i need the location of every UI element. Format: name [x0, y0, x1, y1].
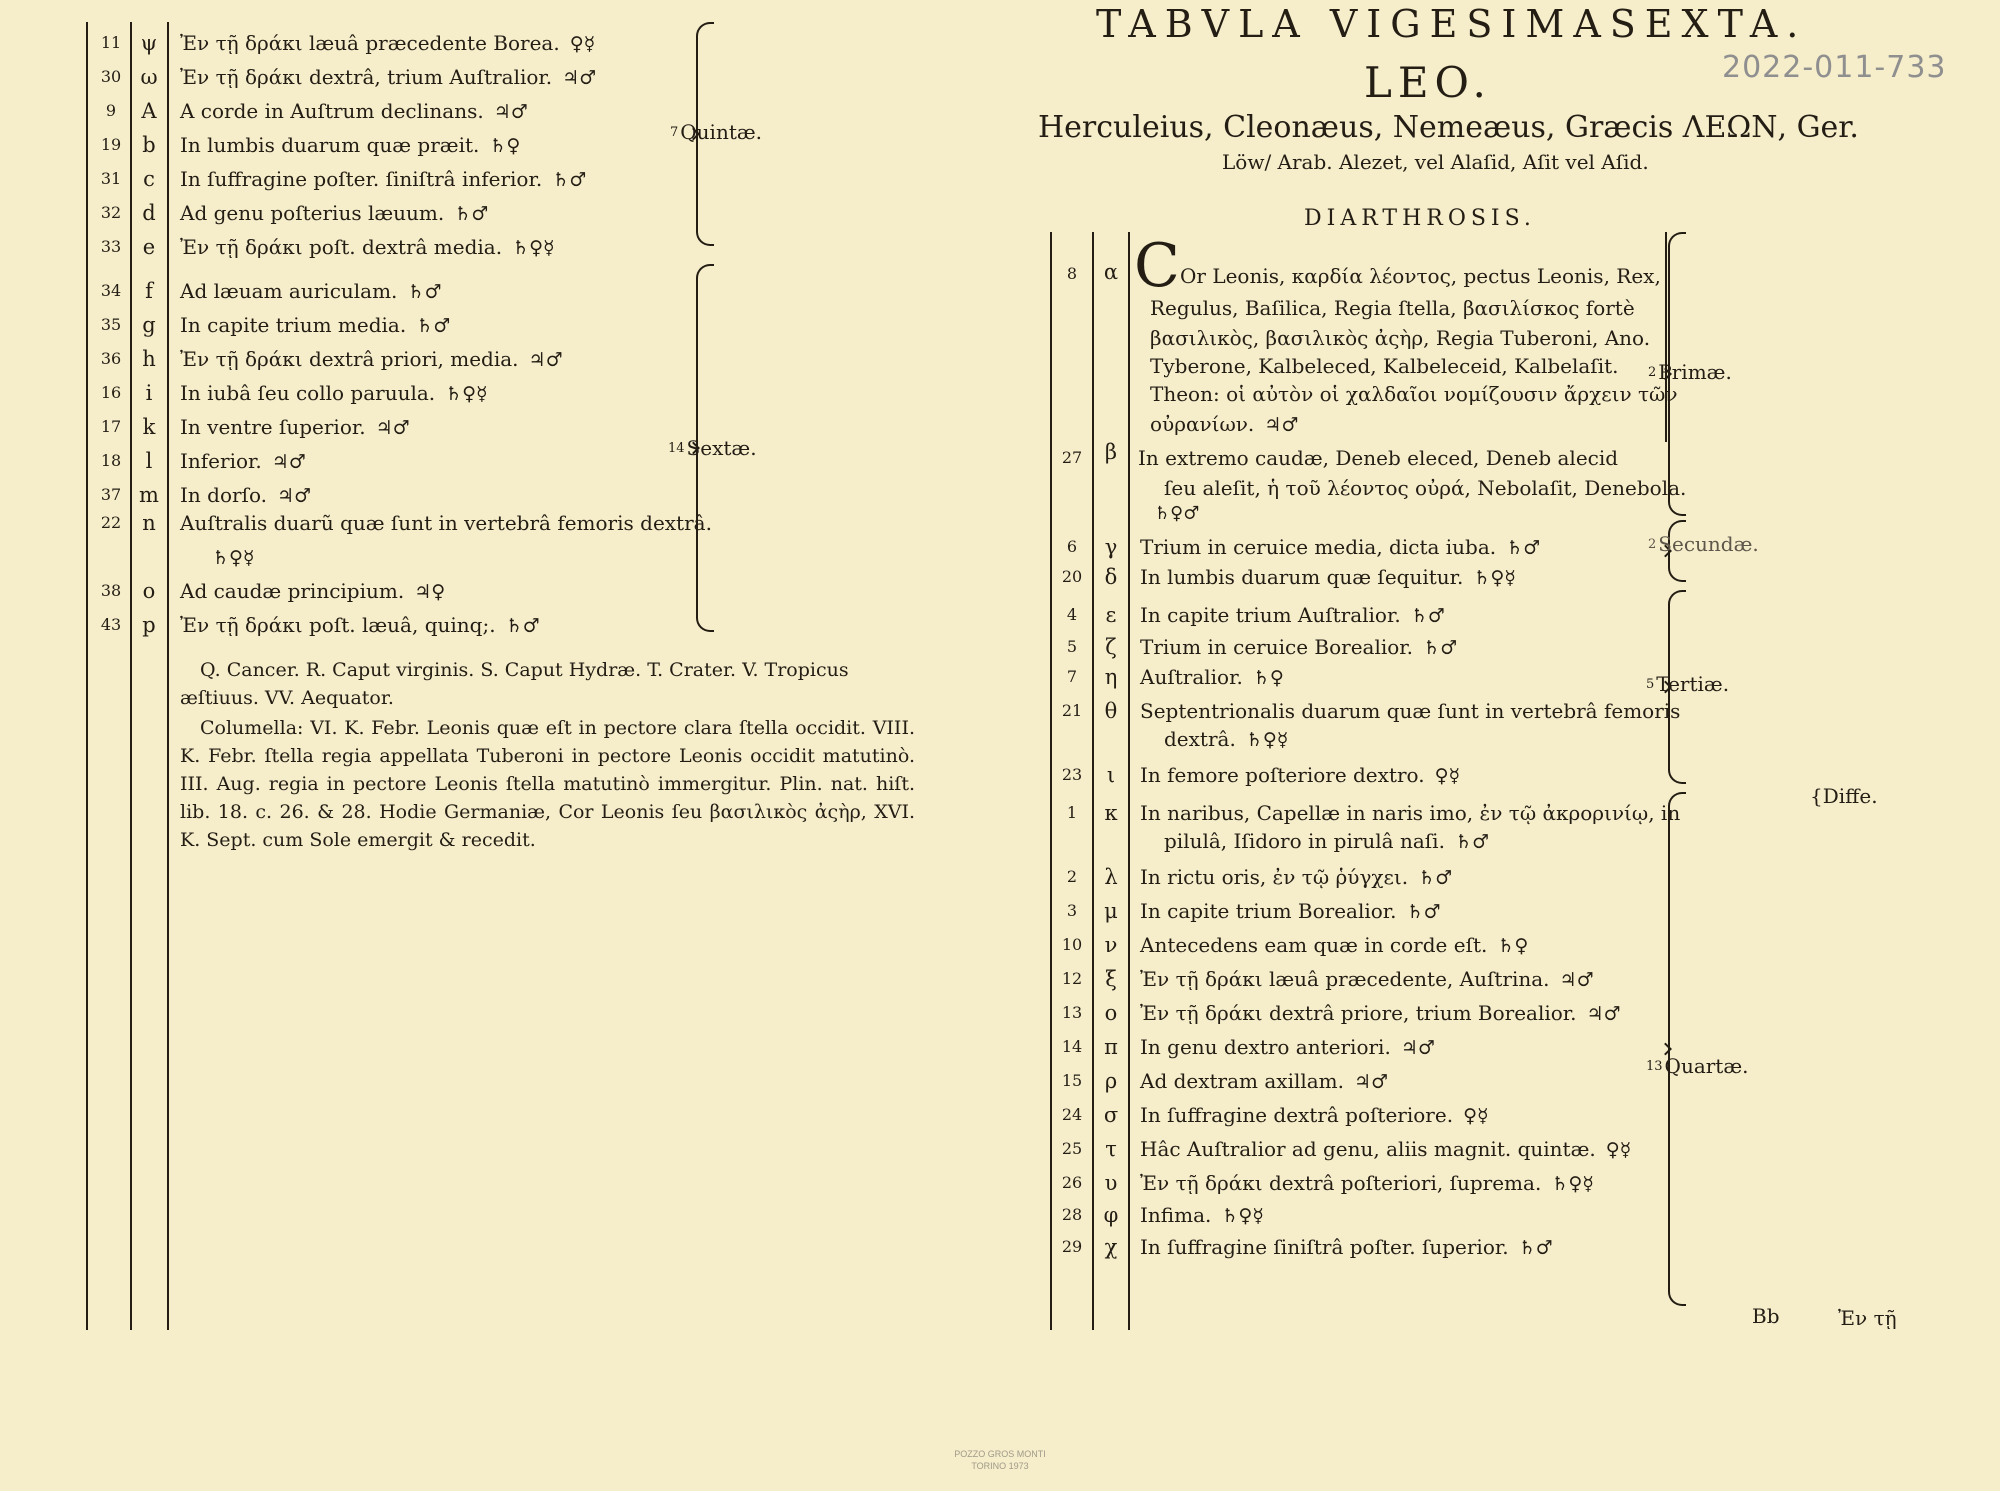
star-row — [1000, 1134, 2000, 1164]
planet-symbols: ♄♀ — [489, 135, 521, 157]
description-text: In capite trium media. — [180, 313, 407, 337]
description-text: Auſtralior. — [1140, 665, 1243, 689]
description-text: Hâc Auſtralior ad genu, aliis magnit. quintæ. — [1140, 1137, 1596, 1161]
star-description — [180, 164, 586, 195]
star-number: 9 — [105, 101, 117, 120]
bayer-letter: h — [142, 347, 156, 371]
planet-symbols: ♃♂ — [1354, 1071, 1389, 1093]
bayer-letter: δ — [1104, 565, 1118, 589]
star-description — [1140, 1232, 1553, 1263]
star-number: 13 — [1061, 1003, 1083, 1022]
star-description — [180, 276, 442, 307]
planet-symbols: ♄♂ — [552, 169, 587, 191]
star-number: 22 — [100, 513, 122, 532]
star-row — [0, 412, 1000, 442]
star-row — [0, 96, 1000, 126]
star-row — [0, 480, 1000, 510]
bayer-letter: p — [142, 613, 156, 637]
star-row — [1000, 862, 2000, 892]
star-number: 15 — [1061, 1071, 1083, 1090]
description-text: In dorſo. — [180, 483, 267, 507]
bayer-letter: π — [1104, 1035, 1118, 1059]
entry-beta-line-1: In extremo caudæ, Deneb eleced, Deneb alecid — [1138, 446, 1619, 470]
bayer-letter: τ — [1105, 1137, 1117, 1161]
star-row — [1000, 562, 2000, 592]
bayer-letter: ρ — [1104, 1069, 1118, 1093]
description-text: Ἐν τῇ δράκι dextrâ, trium Auſtralior. — [180, 65, 553, 89]
star-row — [0, 378, 1000, 408]
planet-symbols: ♄♂ — [407, 281, 442, 303]
star-description — [1140, 798, 1690, 829]
description-text: Trium in ceruice Borealior. — [1140, 635, 1414, 659]
description-text: In ſuffragine dextrâ poſteriore. — [1140, 1103, 1454, 1127]
star-row — [1000, 964, 2000, 994]
bayer-letter: γ — [1104, 535, 1118, 559]
star-number: 31 — [100, 169, 122, 188]
star-number: 23 — [1061, 765, 1083, 784]
bayer-letter: ω — [140, 65, 158, 89]
brace-label-differentes: {Diffe. — [1810, 784, 1878, 808]
constellation-names: Herculeius, Cleonæus, Nemeæus, Græcis ΛΕΩΝ, Ger. — [1038, 110, 1859, 145]
entry-alpha-line-1: Or Leonis, καρδία λέοντος, pectus Leonis, Rex, — [1180, 264, 1661, 288]
constellation-names-line2: Löw/ Arab. Alezet, vel Alaſid, Aſit vel Aſid. — [1222, 150, 1649, 174]
star-number: 32 — [100, 203, 122, 222]
star-number: 14 — [1061, 1037, 1083, 1056]
planet-symbols: ♃♀ — [414, 581, 446, 603]
star-row — [0, 310, 1000, 340]
brace-label-quintae: 7 Quintæ. — [670, 120, 763, 144]
description-text: dextrâ. — [1164, 727, 1236, 751]
bayer-letter: l — [145, 449, 153, 473]
bayer-letter: κ — [1104, 801, 1118, 825]
star-number: 30 — [100, 67, 122, 86]
star-description — [1140, 600, 1445, 631]
description-text: Ἐν τῇ δράκι poſt. læuâ, quinq;. — [180, 613, 496, 637]
planet-symbols: ♄♀☿ — [1473, 567, 1516, 589]
planet-symbols: ♀☿ — [1463, 1105, 1489, 1127]
description-text: Ἐν τῇ δράκι læuâ præcedente, Auſtrina. — [1140, 967, 1550, 991]
star-number: 38 — [100, 581, 122, 600]
bayer-letter: k — [142, 415, 156, 439]
description-text: Ad læuam auriculam. — [180, 279, 398, 303]
description-text: In naribus, Capellæ in naris imo, ἐν τῷ ἀκρορινίῳ, in — [1140, 801, 1681, 825]
star-row — [1000, 696, 2000, 726]
entry-alpha-line-5: Theon: οἱ αὐτὸν οἱ χαλδαῖοι νομίζουσιν ἄρχειν τῶν — [1150, 382, 1678, 406]
bayer-letter: ψ — [140, 31, 158, 55]
description-text: Ἐν τῇ δράκι dextrâ poſteriori, ſuprema. — [1140, 1171, 1542, 1195]
bayer-letter: f — [145, 279, 153, 303]
left-note-letters: Q. Cancer. R. Caput virginis. S. Caput Hydræ. T. Crater. V. Tropicus æſtiuus. VV. Aequator. — [180, 659, 849, 709]
star-row — [1000, 724, 2000, 754]
star-row — [1000, 896, 2000, 926]
brace-quartae — [1668, 792, 1686, 1306]
printer-imprint: POZZO GROS MONTI TORINO 1973 — [954, 1449, 1046, 1471]
star-number: 2 — [1066, 867, 1078, 886]
star-number: 20 — [1061, 567, 1083, 586]
signature-mark: Bb — [1752, 1304, 1780, 1328]
star-description — [180, 232, 555, 263]
entry-alpha-line-2: Regulus, Baſilica, Regia ſtella, βασιλίσκος fortè — [1150, 296, 1635, 320]
star-description — [1140, 1200, 1264, 1231]
entry-alpha-line-4: Tyberone, Kalbeleced, Kalbeleceid, Kalbelaſit. — [1150, 354, 1619, 378]
planet-symbols: ♄♂ — [505, 615, 540, 637]
star-description — [1164, 826, 1489, 857]
bayer-letter: ξ — [1105, 967, 1117, 991]
bayer-letter: μ — [1104, 899, 1118, 923]
star-number: 18 — [100, 451, 122, 470]
star-description — [180, 198, 488, 229]
inventory-stamp: 2022-011-733 — [1722, 50, 1947, 85]
section-heading: DIARTHROSIS. — [1304, 206, 1536, 231]
star-description — [180, 130, 520, 161]
entry-alpha-number: 8 — [1066, 264, 1078, 283]
bayer-letter: φ — [1103, 1203, 1119, 1227]
star-row — [1000, 1066, 2000, 1096]
star-description — [180, 62, 596, 93]
planet-symbols: ♃♂ — [271, 451, 306, 473]
entry-beta-line-2: ſeu aleſit, ἡ τοῦ λέοντος οὐρά, Nebolaſit, Denebola. — [1164, 476, 1687, 500]
star-row — [0, 62, 1000, 92]
description-text: Ad genu poſterius læuum. — [180, 201, 445, 225]
star-description — [1140, 1134, 1631, 1165]
star-number: 11 — [100, 33, 122, 52]
bayer-letter: e — [142, 235, 156, 259]
entry-beta-number: 27 — [1061, 448, 1083, 467]
description-text: Antecedens eam quæ in corde eſt. — [1140, 933, 1488, 957]
planet-symbols: ♃♂ — [493, 101, 528, 123]
star-row — [0, 542, 1000, 572]
bayer-letter: υ — [1104, 1171, 1118, 1195]
description-text: Ad caudæ principium. — [180, 579, 405, 603]
star-number: 35 — [100, 315, 122, 334]
planet-symbols: ♄♂ — [1423, 637, 1458, 659]
star-number: 5 — [1066, 637, 1078, 656]
description-text: Ad dextram axillam. — [1140, 1069, 1345, 1093]
star-row — [1000, 930, 2000, 960]
star-row — [0, 446, 1000, 476]
star-number: 10 — [1061, 935, 1083, 954]
bayer-letter: ζ — [1105, 635, 1117, 659]
star-number: 21 — [1061, 701, 1083, 720]
star-row — [0, 130, 1000, 160]
bayer-letter: σ — [1103, 1103, 1119, 1127]
constellation-title: LEO. — [1364, 58, 1492, 107]
plate-title: TABVLA VIGESIMASEXTA. — [1096, 2, 1808, 46]
planet-symbols: ♃♂ — [277, 485, 312, 507]
star-description — [180, 96, 528, 127]
bayer-letter: i — [145, 381, 153, 405]
star-row — [1000, 600, 2000, 630]
star-description — [180, 508, 722, 539]
planet-symbols: ♀☿ — [1605, 1139, 1632, 1161]
star-description — [180, 480, 311, 511]
entry-alpha-letter: α — [1103, 260, 1119, 284]
brace-label-tertiae: 5 Tertiæ. — [1646, 672, 1730, 696]
planet-symbols: ♄♀☿ — [445, 383, 488, 405]
description-text: Ἐν τῇ δράκι poſt. dextrâ media. — [180, 235, 503, 259]
description-text: Ἐν τῇ δράκι dextrâ priore, trium Borealior. — [1140, 1001, 1577, 1025]
bayer-letter: g — [142, 313, 156, 337]
planet-symbols: ♃♂ — [1400, 1037, 1435, 1059]
description-text: In rictu oris, ἐν τῷ ῥύγχει. — [1140, 865, 1409, 889]
star-number: 28 — [1061, 1205, 1083, 1224]
star-number: 1 — [1066, 803, 1078, 822]
star-row — [1000, 826, 2000, 856]
star-row — [0, 198, 1000, 228]
left-note-columella: Columella: VI. K. Febr. Leonis quæ eſt in pectore clara ſtella occidit. VIII. K. Febr. ſtella regia appellata Tuberoni in pectore Leonis occidit matutinò. III. Aug. regia in pectore Leonis ſtella matutinò immergitur. Plin. nat. hiſt. lib. 18. c. 26. & 28. Hodie Germaniæ, Cor Leonis ſeu βασιλικὸς ἀςὴρ, XVI. K. Sept. cum Sole emergit & recedit. — [180, 717, 915, 851]
star-number: 37 — [100, 485, 122, 504]
description-text: Ἐν τῇ δράκι dextrâ priori, media. — [180, 347, 519, 371]
entry-alpha-line-3: βασιλικὸς, βασιλικὸς ἀςὴρ, Regia Tuberoni, Ano. — [1150, 326, 1651, 350]
description-text: In ſuffragine ſiniſtrâ poſter. ſuperior. — [1140, 1235, 1509, 1259]
right-rule-4 — [1665, 232, 1667, 442]
entry-beta-symbols: ♄♀♂ — [1154, 503, 1200, 524]
planet-symbols: ♄♀☿ — [1245, 729, 1289, 751]
bayer-letter: ι — [1106, 763, 1116, 787]
bayer-letter: m — [139, 483, 159, 507]
planet-symbols: ♄♂ — [1454, 831, 1490, 853]
bayer-letter: b — [142, 133, 156, 157]
star-row — [0, 610, 1000, 640]
star-description — [180, 28, 595, 59]
planet-symbols: ♀☿ — [1434, 765, 1461, 787]
bayer-letter: η — [1104, 665, 1118, 689]
star-row — [0, 344, 1000, 374]
bayer-letter: λ — [1104, 865, 1118, 889]
star-number: 25 — [1061, 1139, 1083, 1158]
planet-symbols: ♄♀☿ — [1221, 1205, 1264, 1227]
star-row — [1000, 632, 2000, 662]
star-description — [1140, 930, 1528, 961]
description-text: Trium in ceruice media, dicta iuba. — [1140, 535, 1497, 559]
bayer-letter: n — [142, 511, 156, 535]
description-text: In ventre ſuperior. — [180, 415, 366, 439]
planet-symbols: ♄♂ — [1506, 537, 1541, 559]
right-page — [1000, 0, 2000, 1491]
star-description — [1140, 696, 1690, 727]
star-description — [1140, 862, 1452, 893]
star-row — [1000, 662, 2000, 692]
star-number: 16 — [100, 383, 122, 402]
star-description — [1140, 562, 1516, 593]
description-text: Infima. — [1140, 1203, 1212, 1227]
brace-label-primae: 2 Primæ. — [1648, 360, 1732, 384]
star-number: 29 — [1061, 1237, 1083, 1256]
planet-symbols: ♄♀ — [1497, 935, 1529, 957]
description-text: Inferior. — [180, 449, 262, 473]
description-text: In lumbis duarum quæ ſequitur. — [1140, 565, 1464, 589]
star-description — [180, 378, 488, 409]
star-row — [0, 164, 1000, 194]
star-description — [1140, 662, 1284, 693]
planet-symbols: ♄♂ — [416, 315, 451, 337]
star-number: 4 — [1066, 605, 1078, 624]
bayer-letter: A — [141, 99, 157, 123]
drop-capital: C — [1134, 231, 1180, 301]
star-description — [1140, 998, 1621, 1029]
bayer-letter: ο — [1104, 1001, 1118, 1025]
star-number: 3 — [1066, 901, 1078, 920]
planet-symbols: ♄♂ — [1406, 901, 1441, 923]
star-description — [180, 446, 306, 477]
star-description — [1140, 896, 1441, 927]
star-description — [1140, 1100, 1489, 1131]
description-text: pilulâ, Iſidoro in pirulâ naſi. — [1164, 829, 1445, 853]
star-row — [1000, 1168, 2000, 1198]
planet-symbols: ♃♂ — [562, 67, 597, 89]
star-number: 6 — [1066, 537, 1078, 556]
planet-symbols: ♃♂ — [1586, 1003, 1621, 1025]
star-description — [1164, 724, 1288, 755]
star-description — [1140, 632, 1457, 663]
star-description — [1140, 1032, 1435, 1063]
star-description — [1140, 964, 1594, 995]
planet-symbols: ♄♀☿ — [512, 237, 555, 259]
planet-symbols: ♃♂ — [528, 349, 563, 371]
planet-symbols: ♄♀☿ — [212, 547, 255, 569]
description-text: In capite trium Borealior. — [1140, 899, 1397, 923]
star-number: 17 — [100, 417, 122, 436]
planet-symbols: ♄♂ — [454, 203, 489, 225]
description-text: A corde in Auſtrum declinans. — [180, 99, 484, 123]
star-description — [202, 542, 255, 573]
star-row — [0, 28, 1000, 58]
star-description — [1140, 760, 1460, 791]
planet-symbols: ♃♂ — [1559, 969, 1594, 991]
star-number: 24 — [1061, 1105, 1083, 1124]
star-description — [180, 344, 563, 375]
planet-symbols: ♄♀ — [1252, 667, 1284, 689]
star-description — [180, 310, 450, 341]
star-description — [180, 610, 540, 641]
star-number: 33 — [100, 237, 122, 256]
description-text: In ſuffragine poſter. ſiniſtrâ inferior. — [180, 167, 543, 191]
star-row — [1000, 532, 2000, 562]
catchword: Ἐν τῇ — [1838, 1306, 1897, 1330]
description-text: In femore poſteriore dextro. — [1140, 763, 1425, 787]
brace-label-sextae: 14 Sextæ. — [668, 436, 757, 460]
bayer-letter: ν — [1104, 933, 1118, 957]
description-text: In iubâ ſeu collo paruula. — [180, 381, 436, 405]
bayer-letter: d — [142, 201, 156, 225]
star-number: 34 — [100, 281, 122, 300]
entry-beta-letter: β — [1104, 440, 1118, 464]
planet-symbols: ♄♂ — [1410, 605, 1445, 627]
bayer-letter: o — [142, 579, 156, 603]
description-text: In capite trium Auſtralior. — [1140, 603, 1401, 627]
star-description — [1140, 1168, 1594, 1199]
star-description — [180, 412, 410, 443]
star-number: 12 — [1061, 969, 1083, 988]
entry-alpha-line-6: οὐρανίων. ♃♂ — [1150, 412, 1299, 436]
description-text: Septentrionalis duarum quæ ſunt in vertebrâ femoris — [1140, 699, 1681, 723]
description-text: In genu dextro anteriori. — [1140, 1035, 1391, 1059]
star-description — [180, 576, 445, 607]
planet-symbols: ♀☿ — [569, 33, 596, 55]
star-row — [1000, 1200, 2000, 1230]
star-row — [1000, 1100, 2000, 1130]
brace-label-quartae: 13 Quartæ. — [1646, 1054, 1749, 1078]
star-row — [0, 232, 1000, 262]
bayer-letter: ε — [1105, 603, 1117, 627]
description-text: In lumbis duarum quæ præit. — [180, 133, 480, 157]
bayer-letter: θ — [1104, 699, 1118, 723]
star-description — [1140, 1066, 1388, 1097]
star-number: 36 — [100, 349, 122, 368]
star-row — [1000, 1232, 2000, 1262]
star-number: 7 — [1066, 667, 1078, 686]
star-number: 19 — [100, 135, 122, 154]
planet-symbols: ♃♂ — [375, 417, 410, 439]
bayer-letter: c — [143, 167, 155, 191]
planet-symbols: ♄♂ — [1518, 1237, 1553, 1259]
brace-label-secundae: 2 Secundæ. — [1648, 532, 1759, 556]
bayer-letter: χ — [1104, 1235, 1118, 1259]
star-row — [0, 508, 1000, 538]
star-number: 43 — [100, 615, 122, 634]
description-text: Ἐν τῇ δράκι læuâ præcedente Borea. — [180, 31, 560, 55]
star-description — [1140, 532, 1540, 563]
star-row — [1000, 998, 2000, 1028]
planet-symbols: ♄♂ — [1418, 867, 1453, 889]
planet-symbols: ♄♀☿ — [1551, 1173, 1594, 1195]
star-row — [1000, 1032, 2000, 1062]
star-number: 26 — [1061, 1173, 1083, 1192]
star-row — [0, 576, 1000, 606]
description-text: Auſtralis duarũ quæ ſunt in vertebrâ femoris dextrâ. — [180, 511, 712, 535]
star-row — [0, 276, 1000, 306]
